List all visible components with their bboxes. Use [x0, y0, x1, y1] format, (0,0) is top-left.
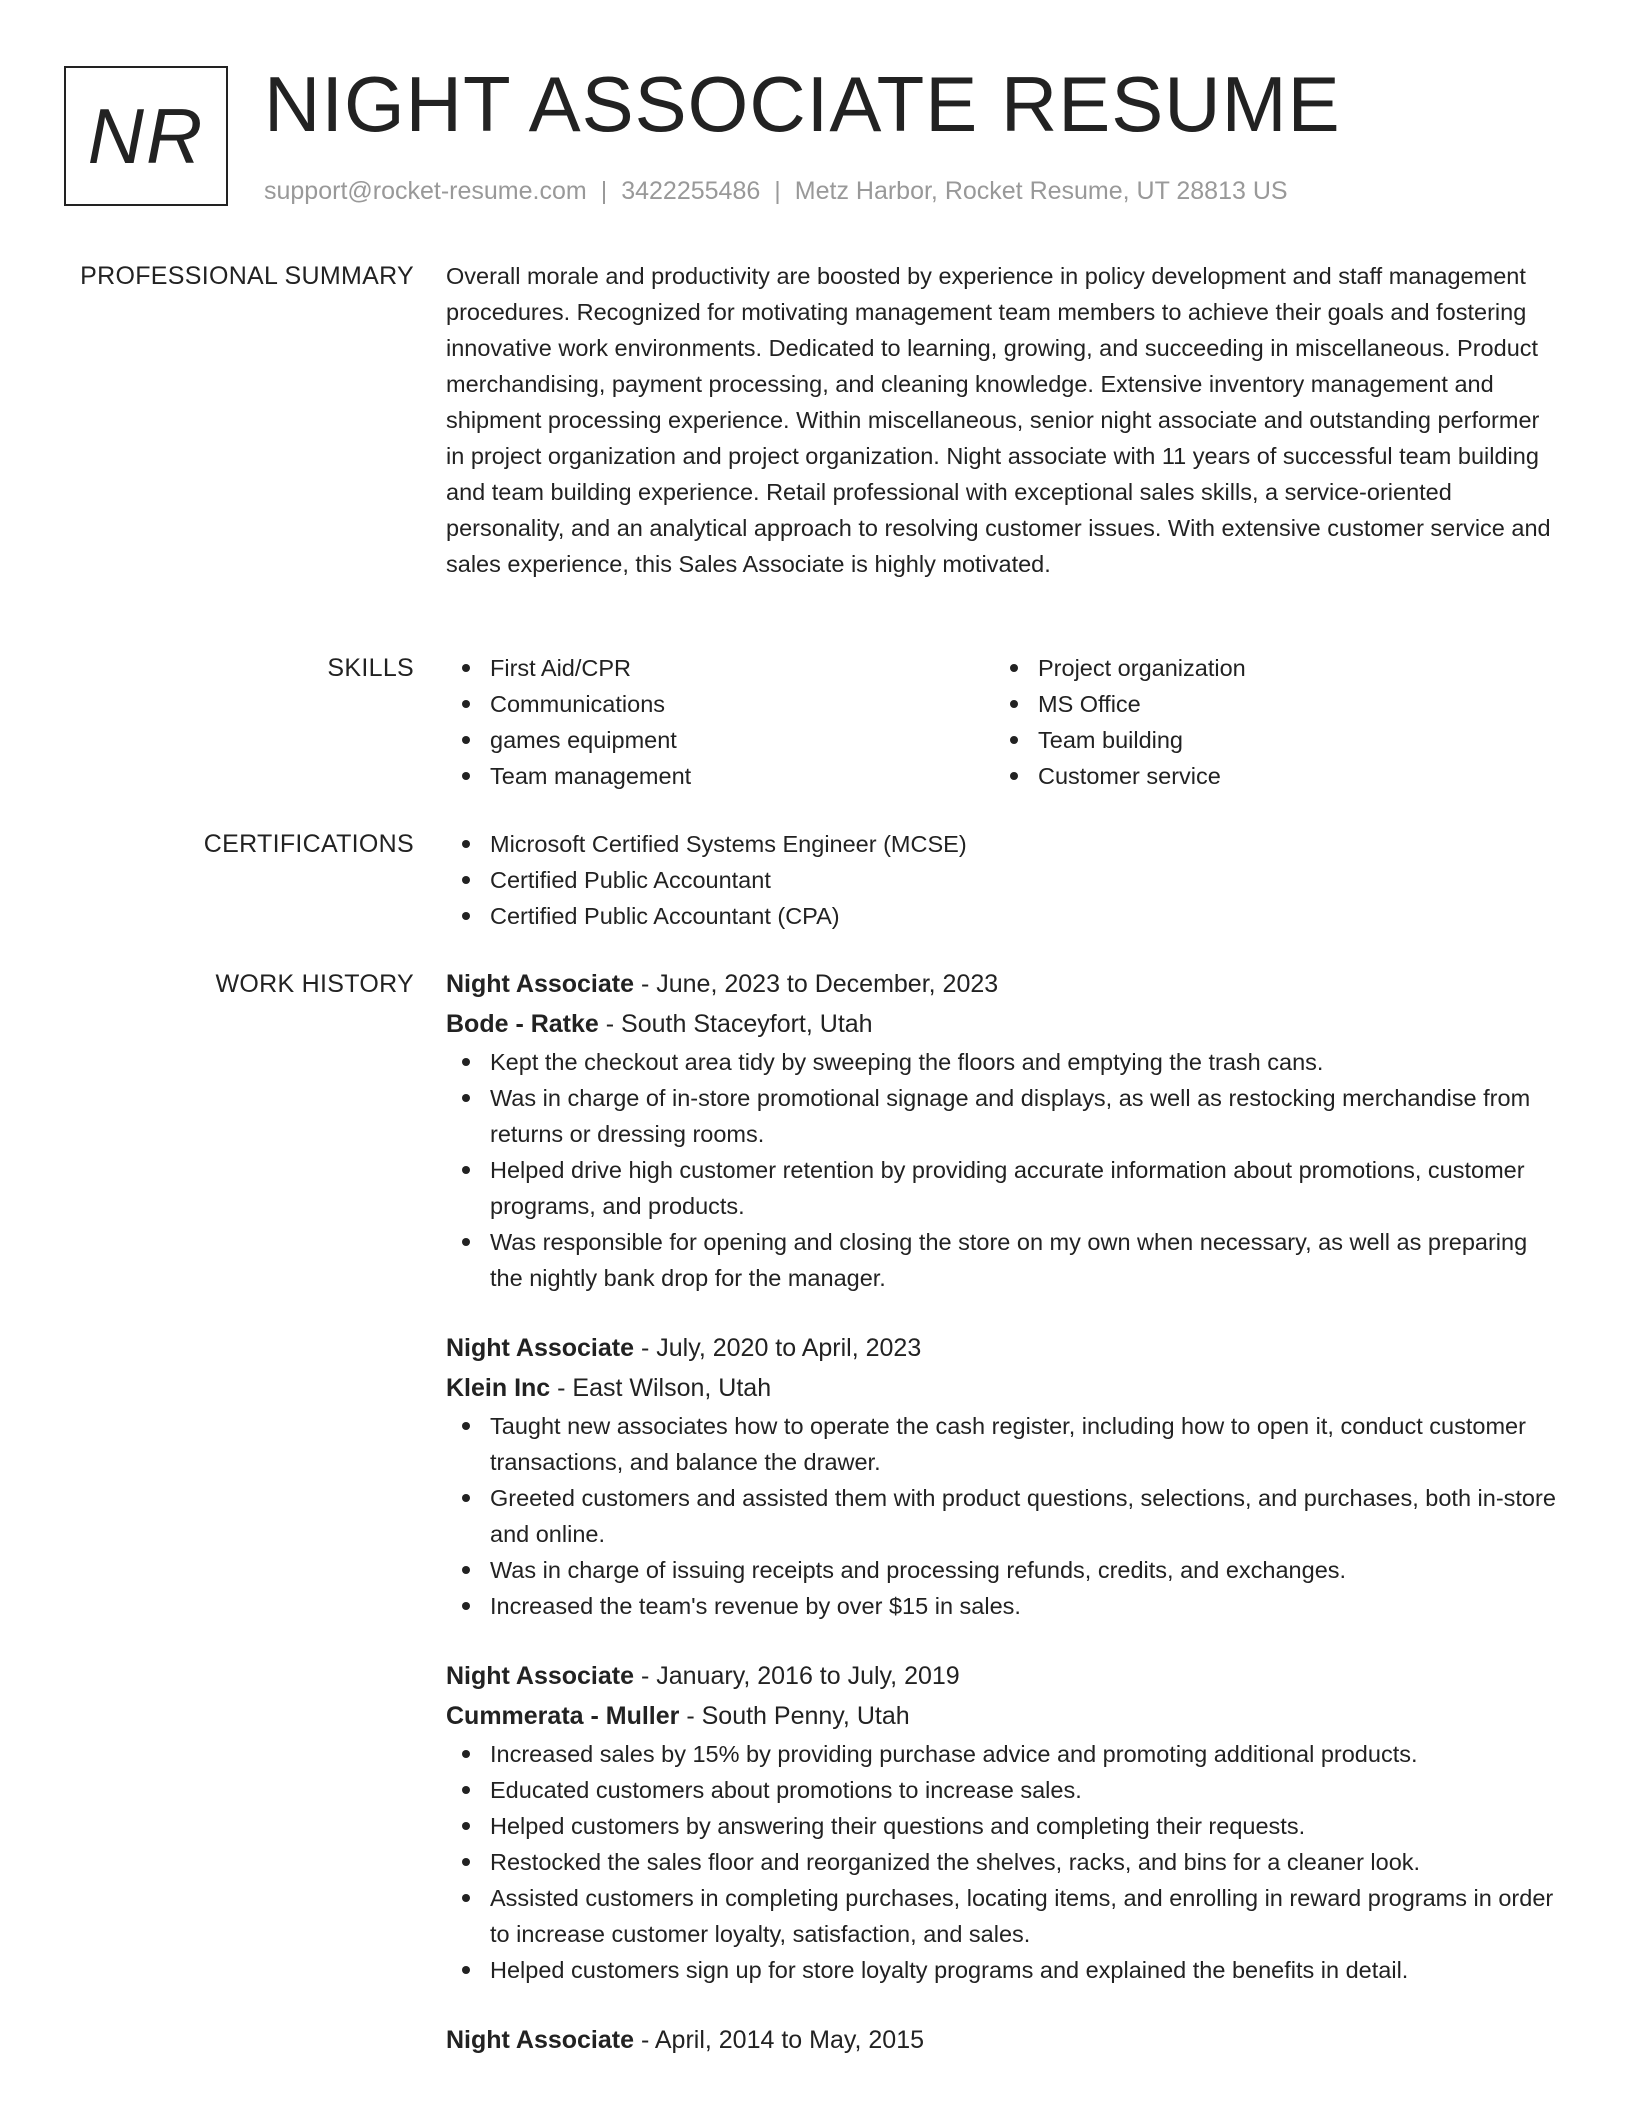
skill-item: Team building	[994, 722, 1542, 758]
job-entry	[446, 1328, 1560, 1624]
resume-header	[0, 0, 1632, 240]
job-duty: Increased the team's revenue by over $15 in sales.	[446, 1588, 1560, 1624]
job-dates: June, 2023 to December, 2023	[656, 970, 999, 998]
section-label-certifications: CERTIFICATIONS	[203, 830, 414, 858]
job-company-line	[446, 1368, 1560, 1408]
job-title-line	[446, 964, 1560, 1004]
job-duty: Helped drive high customer retention by providing accurate information about promotions, customer programs, and products.	[446, 1152, 1560, 1224]
contact-separator: |	[600, 177, 608, 205]
skill-item: First Aid/CPR	[446, 650, 994, 686]
job-title: Night Associate	[446, 970, 635, 998]
job-duty: Educated customers about promotions to increase sales.	[446, 1772, 1560, 1808]
contact-line	[264, 173, 1288, 209]
job-duties-list	[446, 1408, 1560, 1624]
section-label-skills: SKILLS	[327, 654, 414, 682]
job-title-line	[446, 1328, 1560, 1368]
skill-item: games equipment	[446, 722, 994, 758]
contact-email[interactable]: support@rocket-resume.com	[264, 177, 587, 205]
job-entry	[446, 1656, 1560, 1988]
resume-title: NIGHT ASSOCIATE RESUME	[264, 60, 1341, 148]
job-duty: Was responsible for opening and closing the store on my own when necessary, as well as preparing the nightly bank drop for the manager.	[446, 1224, 1560, 1296]
job-duty: Kept the checkout area tidy by sweeping the floors and emptying the trash cans.	[446, 1044, 1560, 1080]
dash: -	[640, 1334, 650, 1362]
dash: -	[640, 970, 650, 998]
job-entry	[446, 964, 1560, 1296]
job-title: Night Associate	[446, 1334, 635, 1362]
job-company-line	[446, 1696, 1560, 1736]
skill-item: Customer service	[994, 758, 1542, 794]
certifications-list	[446, 826, 1560, 934]
job-title-line	[446, 2020, 1560, 2060]
job-company-line	[446, 1004, 1560, 1044]
dash: -	[686, 1702, 695, 1730]
job-duty: Increased sales by 15% by providing purchase advice and promoting additional products.	[446, 1736, 1560, 1772]
certification-item: Certified Public Accountant (CPA)	[446, 898, 1560, 934]
job-duty: Was in charge of issuing receipts and processing refunds, credits, and exchanges.	[446, 1552, 1560, 1588]
job-title: Night Associate	[446, 2026, 635, 2054]
job-duty: Restocked the sales floor and reorganized the shelves, racks, and bins for a cleaner look.	[446, 1844, 1560, 1880]
contact-phone[interactable]: 3422255486	[621, 177, 761, 205]
skill-item: MS Office	[994, 686, 1542, 722]
dash: -	[605, 1010, 615, 1038]
dash: -	[640, 1662, 650, 1690]
job-location: South Penny, Utah	[701, 1702, 910, 1730]
job-dates: April, 2014 to May, 2015	[654, 2026, 925, 2054]
job-duty: Helped customers sign up for store loyalty programs and explained the benefits in detail.	[446, 1952, 1560, 1988]
skill-item: Project organization	[994, 650, 1542, 686]
job-title-line	[446, 1656, 1560, 1696]
skills-list-right	[994, 650, 1542, 794]
summary-text: Overall morale and productivity are boosted by experience in policy development and staff management procedures. Recognized for motivating management team members to achieve their goals and fostering innovative work environments. Dedicated to learning, growing, and succeeding in miscellaneous. Product merchandising, payment processing, and cleaning knowledge. Extensive inventory management and shipment processing experience. Within miscellaneous, senior night associate and outstanding performer in project organization and project organization. Night associate with 11 years of successful team building and team building experience. Retail professional with exceptional sales skills, a service-oriented personality, and an analytical approach to resolving customer issues. With extensive customer service and sales experience, this Sales Associate is highly motivated.	[446, 263, 1551, 577]
job-duties-list	[446, 1044, 1560, 1296]
job-company: Klein Inc	[446, 1374, 551, 1402]
certification-item: Certified Public Accountant	[446, 862, 1560, 898]
dash: -	[557, 1374, 566, 1402]
certification-item: Microsoft Certified Systems Engineer (MCSE)	[446, 826, 1560, 862]
job-duty: Greeted customers and assisted them with product questions, selections, and purchases, both in-store and online.	[446, 1480, 1560, 1552]
section-label-work-history: WORK HISTORY	[215, 970, 414, 998]
monogram-logo: NR	[64, 66, 228, 206]
summary-body	[446, 258, 1560, 582]
skill-item: Team management	[446, 758, 994, 794]
job-duty: Helped customers by answering their questions and completing their requests.	[446, 1808, 1560, 1844]
job-dates: July, 2020 to April, 2023	[656, 1334, 922, 1362]
dash: -	[640, 2026, 650, 2054]
section-label-summary: PROFESSIONAL SUMMARY	[80, 262, 414, 290]
job-duty: Taught new associates how to operate the cash register, including how to open it, conduct customer transactions, and balance the drawer.	[446, 1408, 1560, 1480]
job-location: South Staceyfort, Utah	[621, 1010, 873, 1038]
work-history-body	[446, 964, 1560, 2092]
job-duty: Was in charge of in-store promotional signage and displays, as well as restocking merchandise from returns or dressing rooms.	[446, 1080, 1560, 1152]
skills-list-left	[446, 650, 994, 794]
contact-address: Metz Harbor, Rocket Resume, UT 28813 US	[794, 177, 1288, 205]
job-company: Bode - Ratke	[446, 1010, 599, 1038]
job-location: East Wilson, Utah	[572, 1374, 772, 1402]
job-dates: January, 2016 to July, 2019	[656, 1662, 960, 1690]
job-company: Cummerata - Muller	[446, 1702, 680, 1730]
contact-separator: |	[774, 177, 781, 205]
skill-item: Communications	[446, 686, 994, 722]
job-duty: Assisted customers in completing purchases, locating items, and enrolling in reward programs in order to increase customer loyalty, satisfaction, and sales.	[446, 1880, 1560, 1952]
job-duties-list	[446, 1736, 1560, 1988]
job-title: Night Associate	[446, 1662, 635, 1690]
skills-body	[446, 650, 1560, 794]
certifications-body	[446, 826, 1560, 934]
job-entry	[446, 2020, 1560, 2060]
